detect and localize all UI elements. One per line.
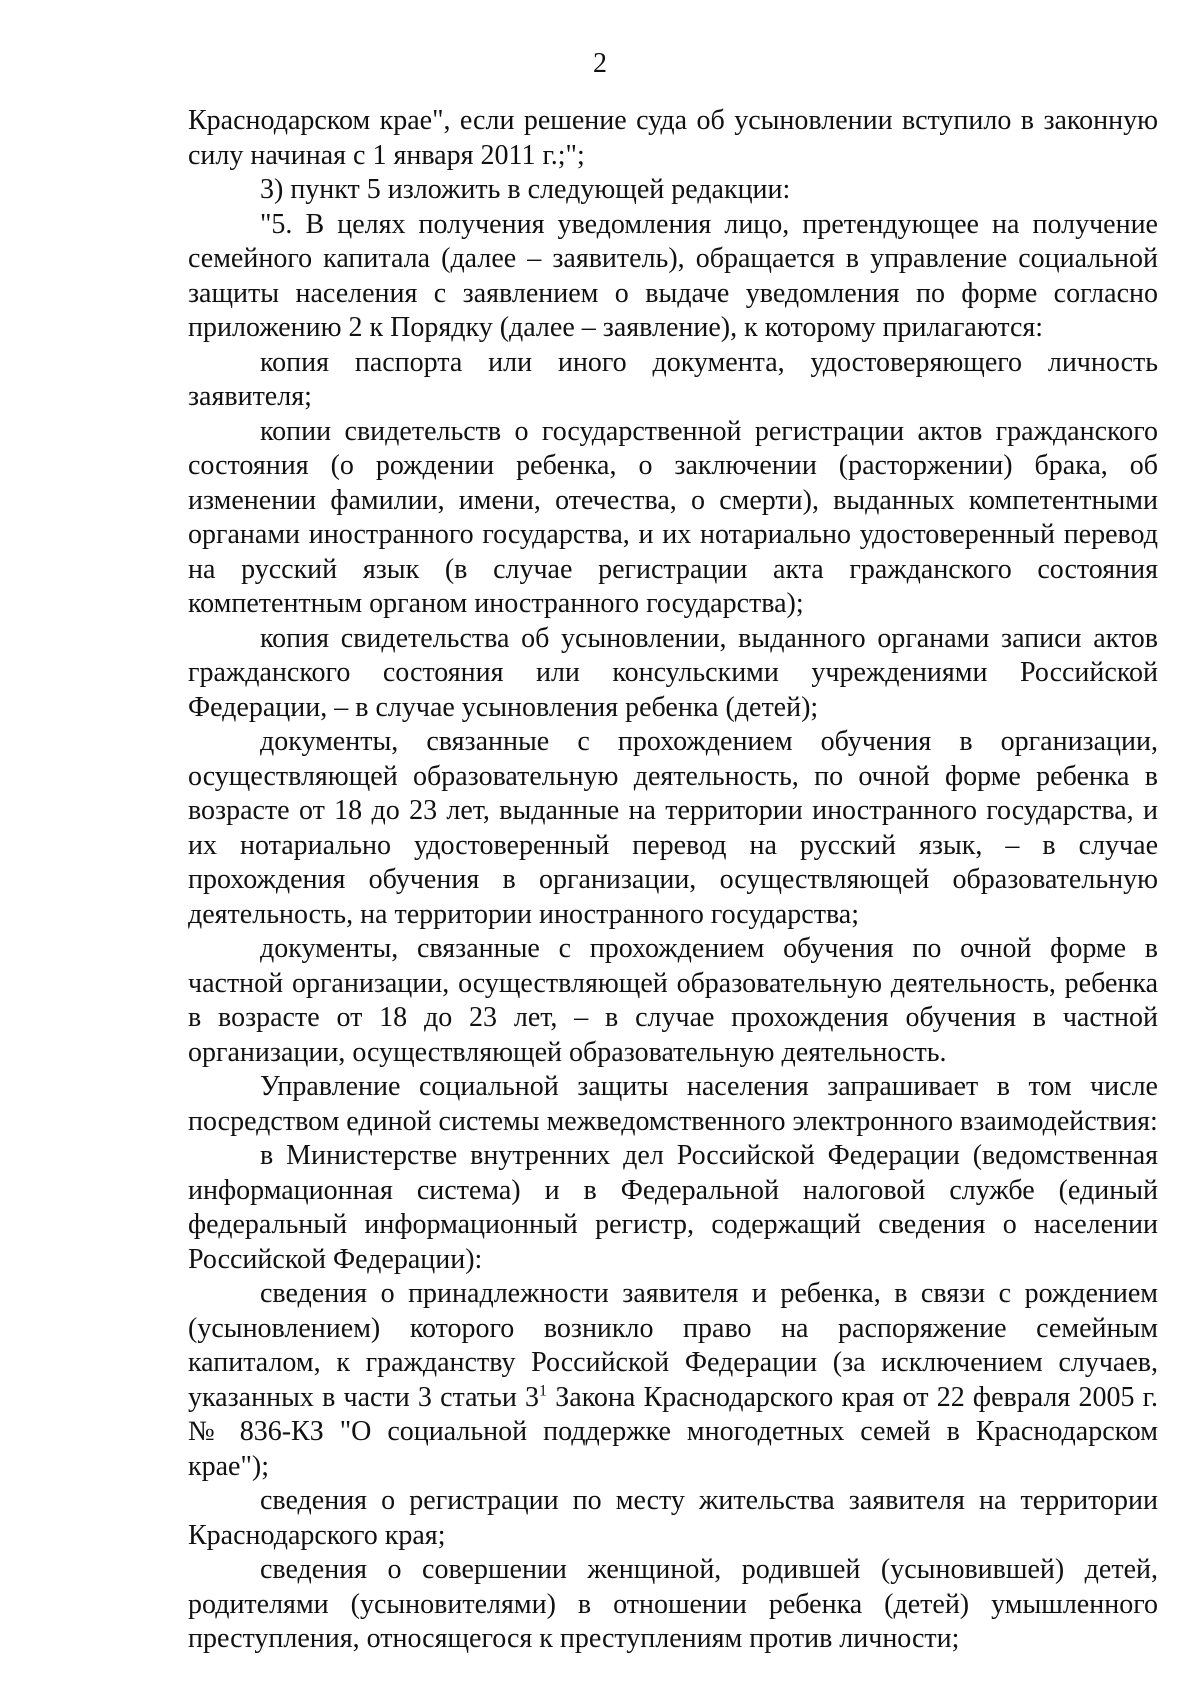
paragraph-2: 3) пункт 5 изложить в следующей редакции: <box>260 174 791 205</box>
paragraph-12: сведения о регистрации по месту жительства заявителя на территории Краснодарского края; <box>188 1485 1158 1551</box>
paragraph-11-tail: Закона Краснодарского края от 22 февраля 2005 г. № 836-КЗ "О социальной поддержке многодетных семей в Краснодарском крае"); <box>188 1381 1158 1482</box>
page-number: 2 <box>593 48 607 79</box>
paragraph-5: копии свидетельств о государственной регистрации актов гражданского состояния (о рождении ребенка, о заключении (расторжении) брака, об изменении фамилии, имени, отечества, о смерти), выданных компетентными органами иностранного государства, и их нотариально удостоверенный перевод на русский язык (в случае регистрации акта гражданского состояния компетентным органом иностранного государства); <box>188 415 1158 619</box>
superscript-1: 1 <box>539 1382 548 1400</box>
paragraph-11 <box>188 1277 1158 1484</box>
paragraph-9: Управление социальной защиты населения запрашивает в том числе посредством единой системы межведомственного электронного взаимодействия: <box>188 1071 1158 1137</box>
paragraph-1: Краснодарском крае", если решение суда об усыновлении вступило в законную силу начиная с 1 января 2011 г.;"; <box>188 105 1158 171</box>
paragraph-8: документы, связанные с прохождением обучения по очной форме в частной организации, осуществляющей образовательную деятельность, ребенка в возрасте от 18 до 23 лет, – в случае прохождения обучения в частной организации, осуществляющей образовательную деятельность. <box>188 933 1158 1068</box>
document-body <box>188 104 1158 1657</box>
paragraph-10: в Министерстве внутренних дел Российской Федерации (ведомственная информационная система) и в Федеральной налоговой службе (единый федеральный информационный регистр, содержащий сведения о населении Российской Федерации): <box>188 1140 1158 1275</box>
paragraph-11-text: сведения о принадлежности заявителя и ребенка, в связи с рождением (усыновлением) которого возникло право на распоряжение семейным капиталом, к гражданству Российской Федерации (за исключением случаев, указанных в части 3 статьи 3 <box>188 1278 1158 1413</box>
paragraph-6: копия свидетельства об усыновлении, выданного органами записи актов гражданского состояния или консульскими учреждениями Российской Федерации, – в случае усыновления ребенка (детей); <box>188 622 1158 723</box>
paragraph-13: сведения о совершении женщиной, родившей (усыновившей) детей, родителями (усыновителями) в отношении ребенка (детей) умышленного преступления, относящегося к преступлениям против личности; <box>188 1554 1158 1654</box>
paragraph-7: документы, связанные с прохождением обучения в организации, осуществляющей образовательную деятельность, по очной форме ребенка в возрасте от 18 до 23 лет, выданные на территории иностранного государства, и их нотариально удостоверенный перевод на русский язык, – в случае прохождения обучения в организации, осуществляющей образовательную деятельность, на территории иностранного государства; <box>188 726 1158 930</box>
paragraph-3: "5. В целях получения уведомления лицо, претендующее на получение семейного капитала (далее – заявитель), обращается в управление социальной защиты населения с заявлением о выдаче уведомления по форме согласно приложению 2 к Порядку (далее – заявление), к которому прилагаются: <box>188 208 1158 343</box>
paragraph-4: копия паспорта или иного документа, удостоверяющего личность заявителя; <box>188 346 1158 412</box>
